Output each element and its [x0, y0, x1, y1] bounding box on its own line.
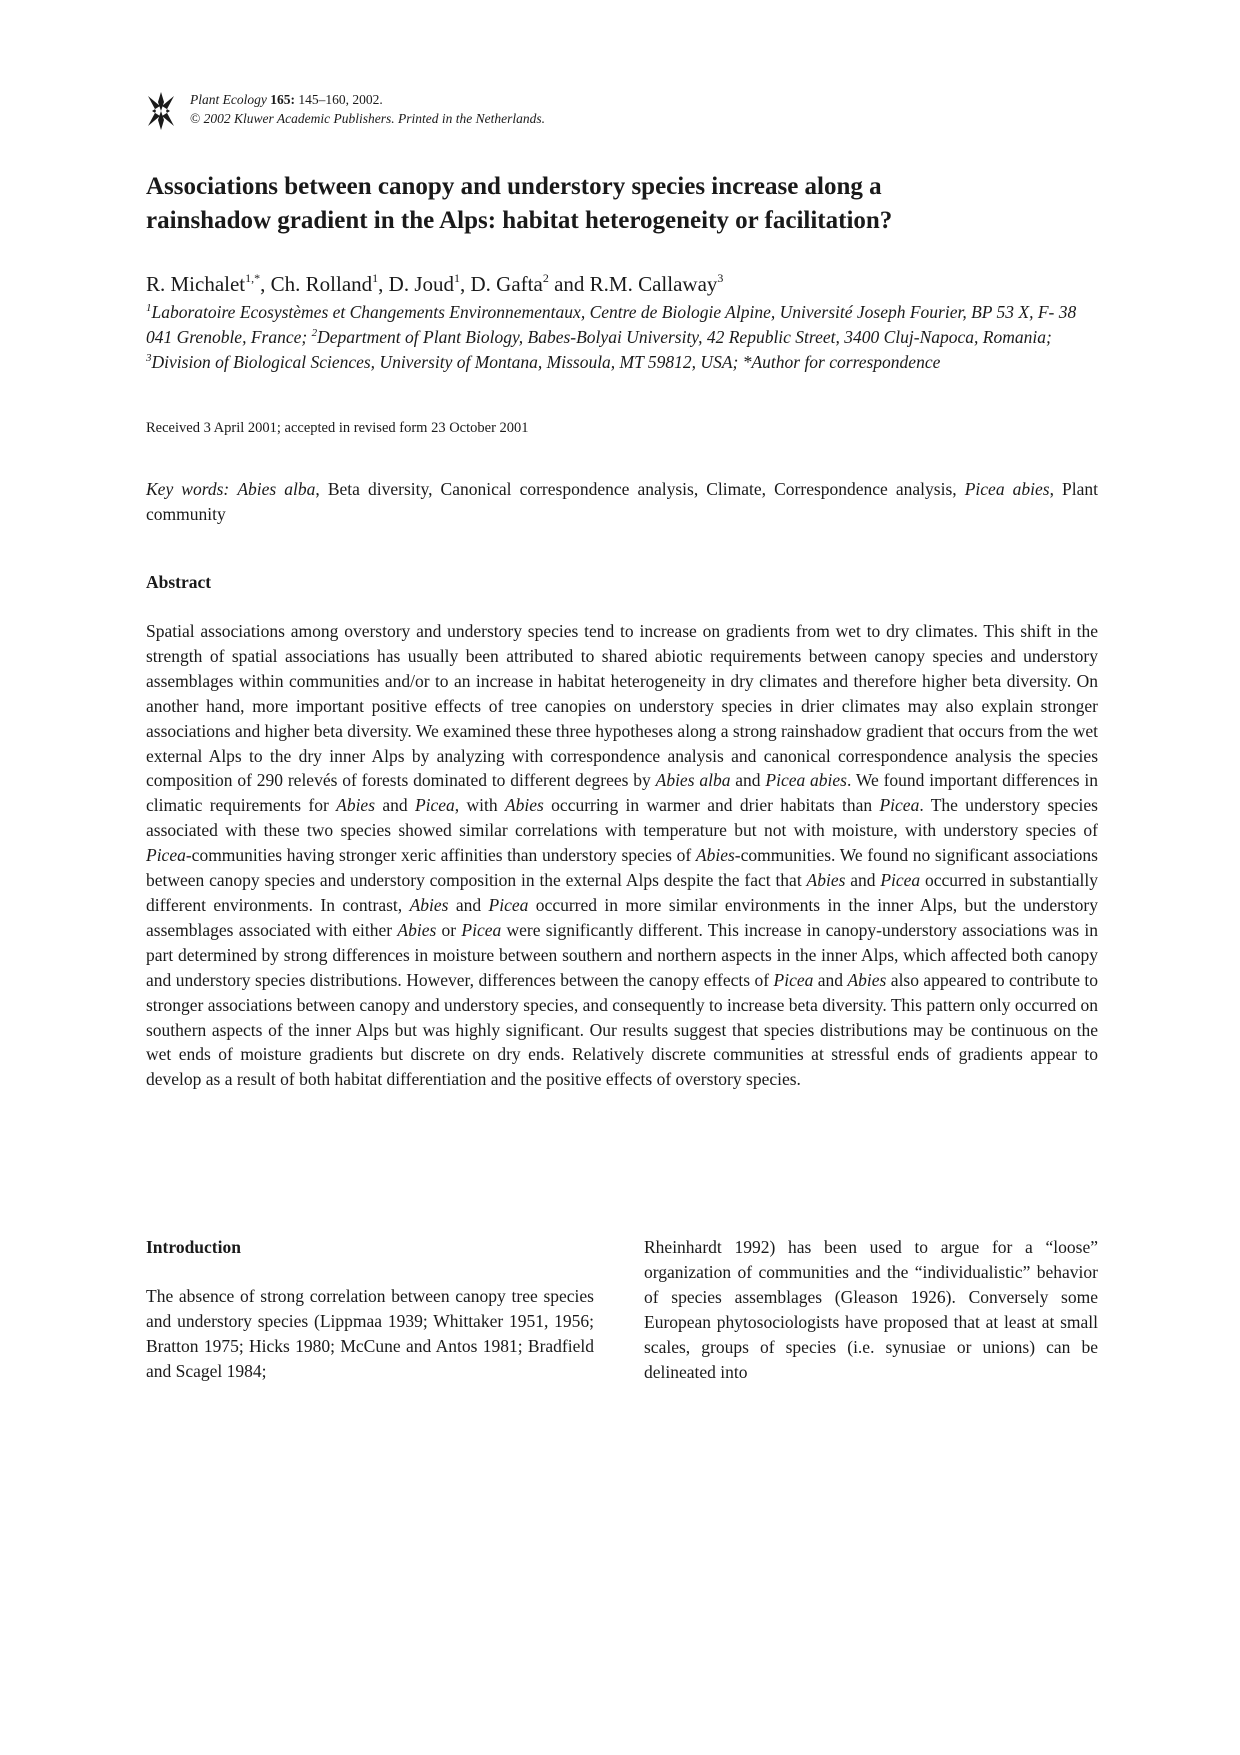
keyword-text: , Plant community [146, 479, 1099, 524]
affiliation-text: Laboratoire Ecosystèmes et Changements Environnementaux, Centre de Biologie Alpine, Université Joseph Fourier, BP 53 X, F- 38 041 Grenoble, France; [146, 302, 1077, 347]
publisher-logo [146, 92, 176, 130]
abstract-text: occurred in more similar environments in the inner Alps, but the understory assemblages associated with either [146, 894, 1098, 940]
title-line-2: rainshadow gradient in the Alps: habitat heterogeneity or facilitation? [146, 207, 893, 234]
keywords [146, 477, 1098, 527]
title-line-1: Associations between canopy and understory species increase along a [146, 173, 882, 200]
author-affiliation-mark: 3 [717, 271, 724, 285]
introduction-paragraph-right: Rheinhardt 1992) has been used to argue for a “loose” organization of communities and the “individualistic” behavior of species assemblages (Gleason 1926). Conversely some European phytosociologists have proposed that at least at small scales, groups of species (i.e. synusiae or unions) can be delineated into [644, 1237, 1098, 1382]
author-affiliation-mark: 2 [542, 271, 549, 285]
species-name: Picea [488, 894, 529, 915]
species-name: Picea [773, 969, 814, 990]
keyword-italic: Picea abies [964, 479, 1050, 499]
species-name: Picea [461, 919, 502, 940]
author-affiliation-mark: 1 [372, 271, 379, 285]
species-name: Abies [397, 919, 437, 940]
abstract-text: or [436, 919, 462, 940]
keyword-text: , Beta diversity, Canonical correspondence analysis, Climate, Correspondence analysis, [315, 479, 965, 499]
abstract-heading: Abstract [146, 572, 212, 592]
affiliation-mark: 3 [146, 352, 152, 364]
author-name: D. Gafta [470, 272, 543, 296]
author-name: R. Michalet [146, 272, 246, 296]
species-name: Abies [695, 845, 735, 866]
received-dates: Received 3 April 2001; accepted in revised form 23 October 2001 [146, 420, 529, 436]
abstract-text: also appeared to contribute to stronger associations between canopy and understory species, and consequently to increase beta diversity. This pattern only occurred on southern aspects of the inner Alps but was highly significant. Our results suggest that species distributions may be continuous on the wet ends of moisture gradients but discrete on dry ends. Relatively discrete communities at stressful ends of gradients appear to develop as a result of both habitat differentiation and the positive effects of overstory species. [146, 969, 1098, 1090]
copyright-symbol: © [190, 111, 201, 126]
keywords-label: Key words: [146, 479, 230, 499]
journal-citation [190, 90, 545, 128]
author-name: D. Joud [388, 272, 455, 296]
affiliation-mark: 2 [311, 327, 318, 339]
journal-pages: 145–160, 2002. [294, 92, 383, 107]
species-name: Picea [146, 845, 186, 866]
author-name: Ch. Rolland [270, 272, 373, 296]
abstract-text: Spatial associations among overstory and understory species tend to increase on gradients from wet to dry climates. This shift in the strength of spatial associations has usually been attributed to shared abiotic requirements between canopy species and understory assemblages within communities and/or to an increase in habitat heterogeneity in dry climates and therefore higher beta diversity. On another hand, more important positive effects of tree canopies on understory species in drier climates may also explain stronger associations and higher beta diversity. We examined these three hypotheses along a strong rainshadow gradient that occurs from the wet external Alps to the dry inner Alps by analyzing with correspondence analysis and canonical correspondence analysis the species composition of 290 relevés of forests dominated to different degrees by [146, 621, 1098, 791]
author-name: R.M. Callaway [589, 272, 718, 296]
abstract-text: -communities having stronger xeric affinities than understory species of [185, 845, 696, 866]
species-name: Abies [847, 969, 887, 990]
copyright-text: 2002 Kluwer Academic Publishers. Printed in the Netherlands. [200, 111, 545, 126]
abstract-text: and [375, 795, 415, 816]
abstract-text: occurring in warmer and drier habitats than [543, 795, 880, 816]
species-name: Abies [336, 795, 376, 816]
species-name: Picea abies [765, 770, 847, 791]
journal-volume: 165: [270, 92, 295, 107]
abstract-text: . We found important differences in climatic requirements for [146, 770, 1098, 816]
journal-name: Plant Ecology [190, 92, 267, 107]
abstract-text: were significantly different. This increase in canopy-understory associations was in part determined by strong differences in moisture between southern and northern aspects in the inner Alps, which affected both canopy and understory species distributions. However, differences between the canopy effects of [146, 919, 1099, 990]
species-name: Abies [806, 870, 846, 891]
species-name: Abies [409, 894, 449, 915]
species-name: Picea [879, 795, 920, 816]
author-affiliation-mark: 1 [454, 271, 461, 285]
abstract-text: and [813, 969, 848, 990]
paper-title [146, 170, 1106, 238]
author-separator: , [378, 272, 389, 296]
abstract-text: occurred in substantially different environments. In contrast, [146, 870, 1098, 915]
author-affiliation-mark: 1,* [245, 271, 261, 285]
abstract-text: and [448, 894, 489, 915]
affiliations [146, 300, 1106, 375]
author-separator: , [260, 272, 271, 296]
species-name: Picea [414, 795, 455, 816]
abstract-body [146, 619, 1098, 1092]
introduction-paragraph-left: The absence of strong correlation between canopy tree species and understory species (Lippmaa 1939; Whittaker 1951, 1956; Bratton 1975; Hicks 1980; McCune and Antos 1981; Bradfield and Scagel 1984; [146, 1286, 594, 1381]
abstract-text: . The understory species associated with these two species showed similar correlations with temperature but not with moisture, with understory species of [146, 795, 1098, 841]
author-separator: and [548, 272, 590, 296]
species-name: Picea [880, 870, 921, 891]
introduction-heading: Introduction [146, 1237, 241, 1257]
journal-line-1 [190, 90, 545, 109]
abstract-text: and [845, 870, 881, 891]
affiliation-text: Division of Biological Sciences, University of Montana, Missoula, MT 59812, USA; *Author for correspondence [151, 352, 941, 372]
keyword-italic: Abies alba [237, 479, 316, 499]
abstract-text: and [730, 770, 766, 791]
journal-line-2 [190, 109, 545, 128]
abstract-text: -communities. We found no significant associations between canopy species and understory composition in the external Alps despite the fact that [146, 845, 1098, 891]
journal-header [146, 90, 846, 132]
species-name: Abies [504, 795, 544, 816]
author-separator: , [460, 272, 471, 296]
affiliation-text: Department of Plant Biology, Babes-Bolyai University, 42 Republic Street, 3400 Cluj-Napoca, Romania; [317, 327, 1052, 347]
abstract-text: , with [454, 795, 505, 816]
affiliation-mark: 1 [146, 302, 152, 314]
author-list [146, 270, 1106, 298]
species-name: Abies alba [655, 770, 731, 791]
